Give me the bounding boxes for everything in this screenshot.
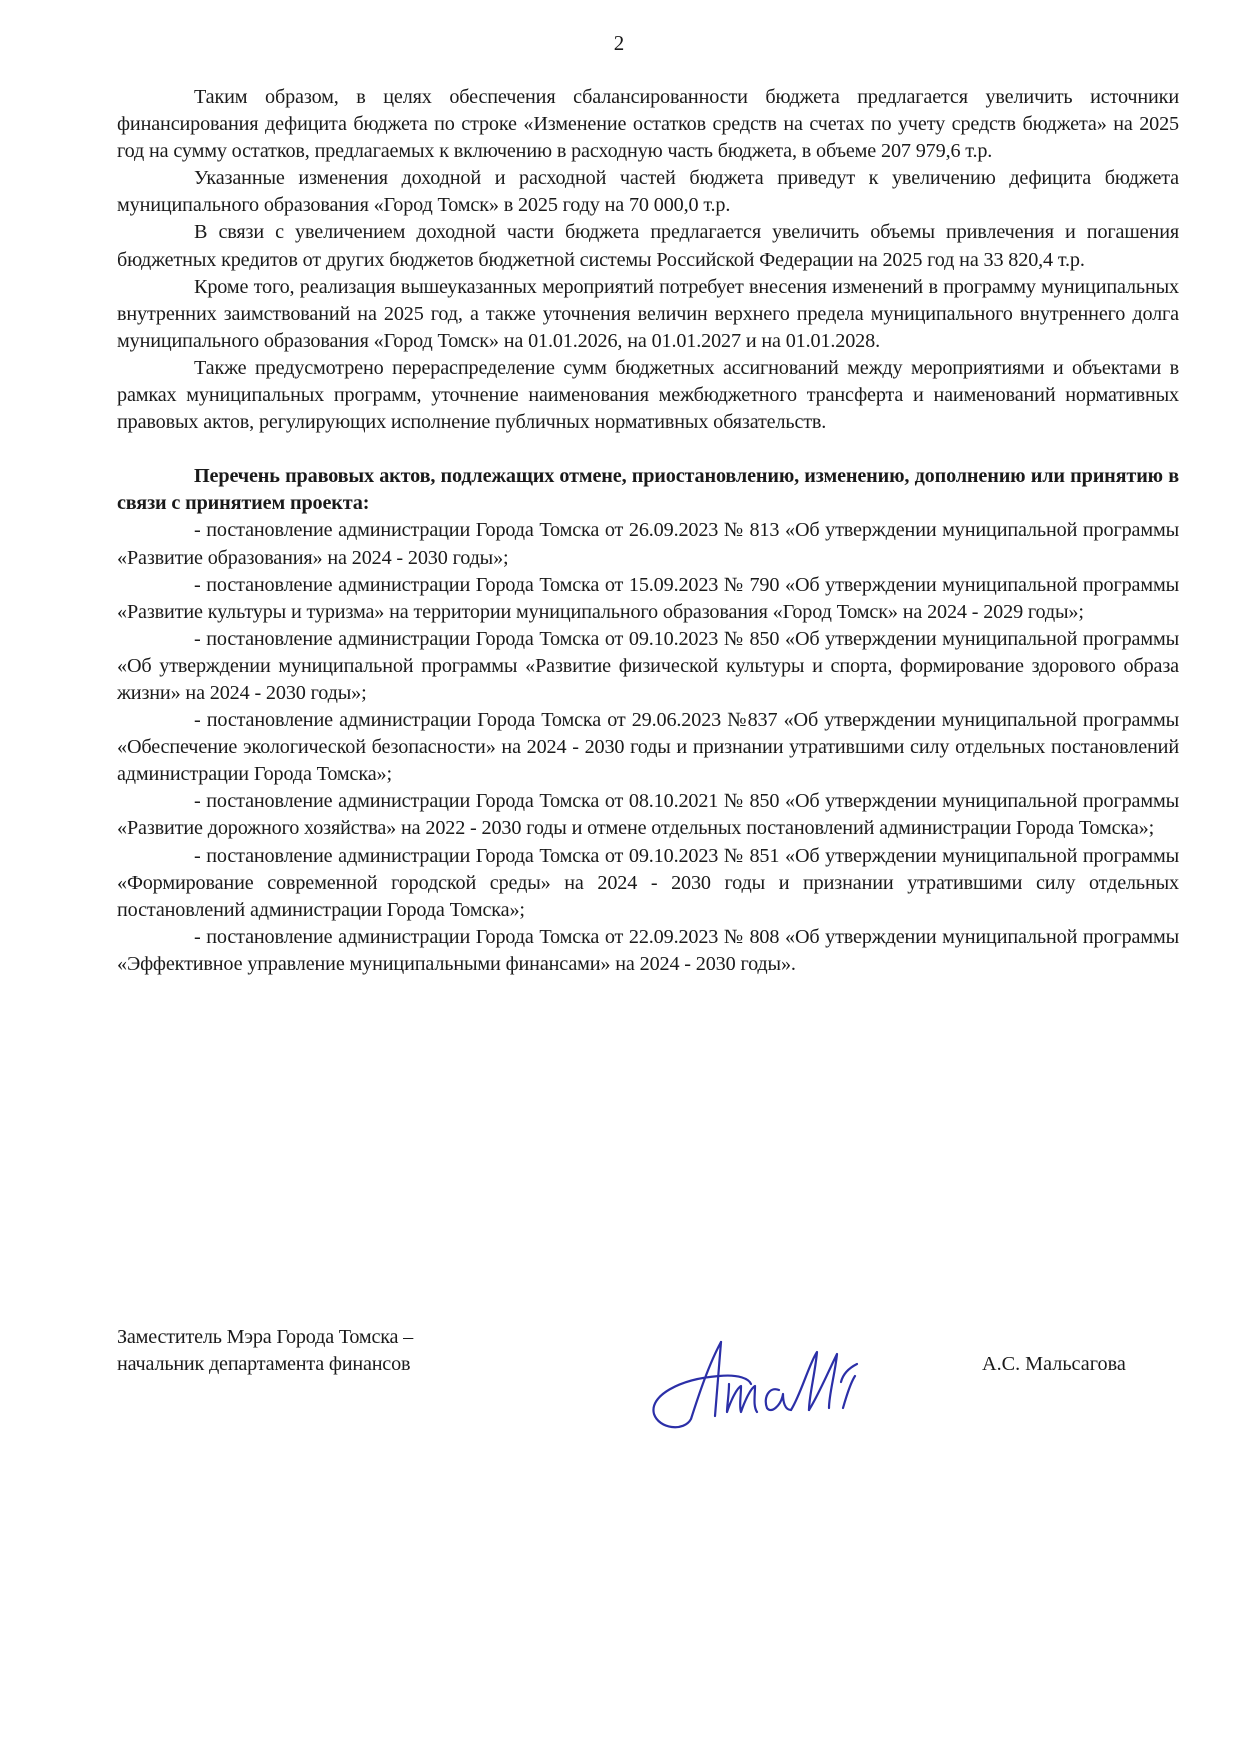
handwritten-signature-icon [629,1324,889,1434]
paragraph-deficit-sources: Таким образом, в целях обеспечения сбалансированности бюджета предлагается увеличить источники финансирования дефицита бюджета по строке «Изменение остатков средств на счетах по учету средств бюджета» на 2025 год на сумму остатков, предлагаемых к включению в расходную часть бюджета, в объеме 207 979,6 т.р. [117,86,1179,163]
paragraph-budget-credits: В связи с увеличением доходной части бюджета предлагается увеличить объемы привлечения и погашения бюджетных кредитов от других бюджетов бюджетной системы Российской Федерации на 2025 год на 33 820,4 т.р. [117,221,1179,271]
legal-act-item: - постановление администрации Города Томска от 15.09.2023 № 790 «Об утверждении муниципальной программы «Развитие культуры и туризма» на территории муниципального образования «Город Томск» на 2024 - 2029 годы»; [117,573,1179,623]
legal-act-item: - постановление администрации Города Томска от 09.10.2023 № 850 «Об утверждении муниципальной программы «Об утверждении муниципальной программы «Развитие физической культуры и спорта, формирование здорового образа жизни» на 2024 - 2030 годы»; [117,627,1179,704]
signatory-position [117,1324,413,1378]
paragraph-borrowing-program: Кроме того, реализация вышеуказанных мероприятий потребует внесения изменений в программу муниципальных внутренних заимствований на 2025 год, а также уточнения величин верхнего предела муниципального внутреннего долга муниципального образования «Город Томск» на 01.01.2026, на 01.01.2027 и на 01.01.2028. [117,275,1179,352]
signature-block [117,1324,1179,1434]
section-gap [117,436,1179,463]
page-number: 2 [613,31,625,55]
position-line-2: начальник департамента финансов [117,1353,411,1375]
paragraph-redistribution: Также предусмотрено перераспределение сумм бюджетных ассигнований между мероприятиями и объектами в рамках муниципальных программ, уточнение наименования межбюджетного трансферта и наименований нормативных правовых актов, регулирующих исполнение публичных нормативных обязательств. [117,356,1179,434]
position-line-1: Заместитель Мэра Города Томска – [117,1326,414,1348]
signatory-name: А.С. Мальсагова [982,1353,1126,1375]
legal-act-item: - постановление администрации Города Томска от 09.10.2023 № 851 «Об утверждении муниципальной программы «Формирование современной городской среды» на 2024 - 2030 годы и признании утратившими силу отдельных постановлений администрации Города Томска»; [117,844,1179,921]
legal-act-item: - постановление администрации Города Томска от 29.06.2023 №837 «Об утверждении муниципальной программы «Обеспечение экологической безопасности» на 2024 - 2030 годы и признании утратившими силу отдельных постановлений администрации Города Томска»; [117,709,1179,786]
legal-act-item: - постановление администрации Города Томска от 22.09.2023 № 808 «Об утверждении муниципальной программы «Эффективное управление муниципальными финансами» на 2024 - 2030 годы». [117,925,1179,975]
paragraph-deficit-increase: Указанные изменения доходной и расходной частей бюджета приведут к увеличению дефицита бюджета муниципального образования «Город Томск» в 2025 году на 70 000,0 т.р. [117,167,1179,217]
legal-act-item: - постановление администрации Города Томска от 26.09.2023 № 813 «Об утверждении муниципальной программы «Развитие образования» на 2024 - 2030 годы»; [117,519,1179,569]
legal-acts-heading: Перечень правовых актов, подлежащих отмене, приостановлению, изменению, дополнению или принятию в связи с принятием проекта: [117,465,1179,515]
document-body [117,84,1179,978]
legal-act-item: - постановление администрации Города Томска от 08.10.2021 № 850 «Об утверждении муниципальной программы «Развитие дорожного хозяйства» на 2022 - 2030 годы и отмене отдельных постановлений администрации Города Томска»; [117,790,1179,840]
